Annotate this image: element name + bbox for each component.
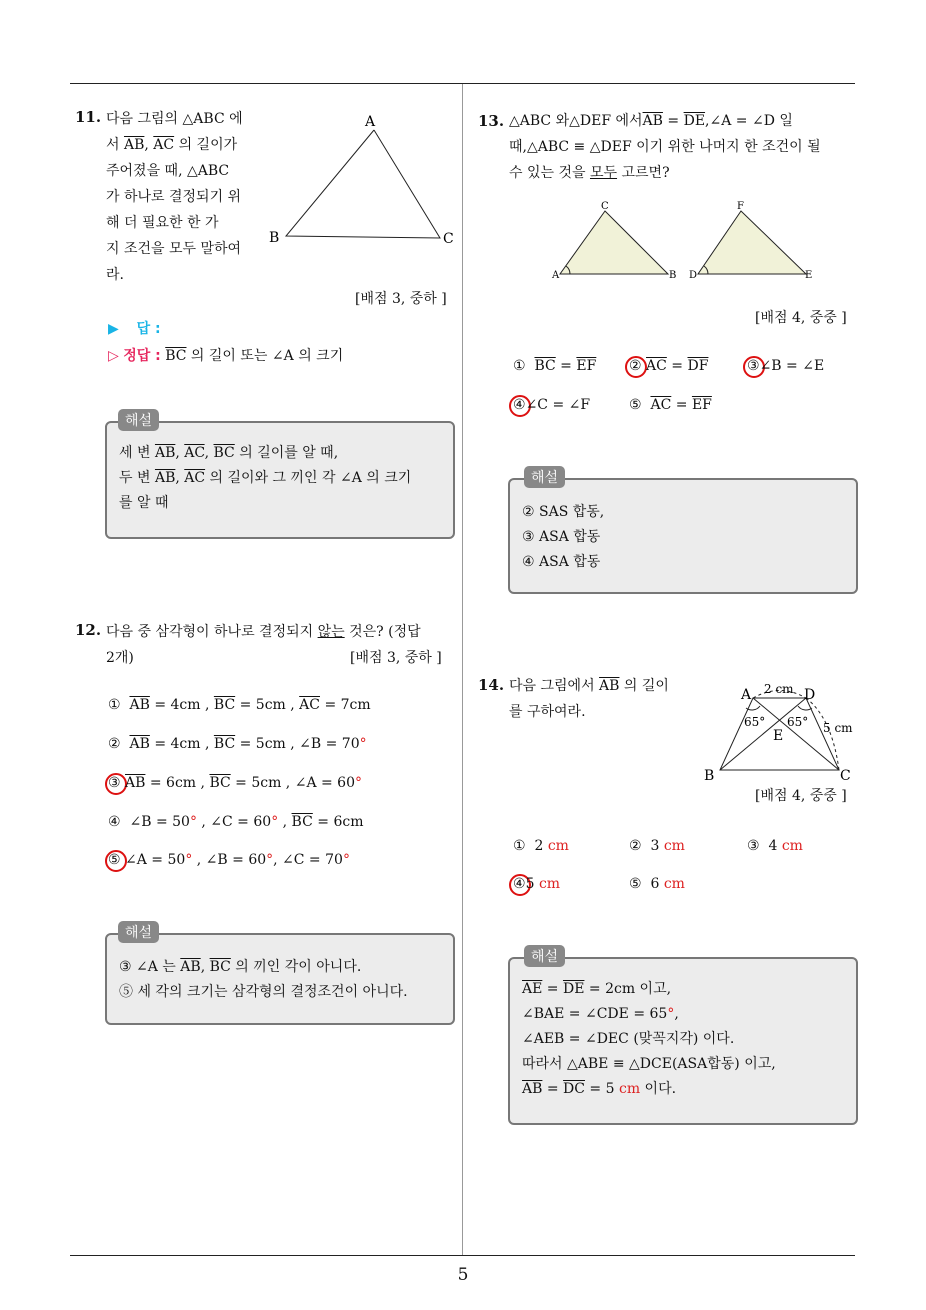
- option-3[interactable]: ③ 4 cm: [747, 838, 803, 854]
- answer-row: ▶ 답 :: [108, 321, 161, 337]
- svg-text:A: A: [741, 687, 752, 703]
- option-2[interactable]: ② $\overline{AB} = 4cm$ , $\overline{BC} = 5cm$ , ∠B = 70°: [108, 736, 367, 752]
- option-4[interactable]: ④ ∠B = 50° , ∠C = 60° , $\overline{BC} = 6cm$: [108, 814, 364, 830]
- svg-text:D: D: [804, 687, 816, 703]
- svg-text:C: C: [840, 768, 851, 784]
- explanation-box: $\overline{AE} = \overline{DE} = 2cm$ 이고, ∠BAE = ∠CDE = 65°, ∠AEB = ∠DEC (맞꼭지각) 이다. 따라서 △ABE ≡ △DCE(ASA합동) 이고, $\overline{AB} = \overline{DC} = 5$ cm 이다.: [508, 957, 858, 1125]
- option-1[interactable]: ① $\overline{BC} = \overline{EF}$: [513, 358, 597, 374]
- option-5[interactable]: ⑤ ∠A = 50° , ∠B = 60°, ∠C = 70°: [108, 852, 350, 868]
- explanation-tag: 해설: [118, 921, 159, 943]
- option-1[interactable]: ① 2 cm: [513, 838, 569, 854]
- svg-text:F: F: [737, 201, 744, 212]
- svg-text:D: D: [689, 270, 698, 281]
- page-number: 5: [457, 1265, 469, 1285]
- label-b: B: [269, 230, 280, 246]
- option-3[interactable]: ③∠B = ∠E: [747, 358, 825, 374]
- svg-text:5 cm: 5 cm: [823, 721, 853, 735]
- option-3[interactable]: ③ $\overline{AB} = 6cm$ , $\overline{BC} = 5cm$ , ∠A = 60°: [108, 775, 362, 791]
- question-text: 다음 그림에서 $\overline{AB}$ 의 길이 를 구하여라.: [509, 678, 669, 720]
- explanation-box: ③ ∠A 는 $\overline{AB}$, $\overline{BC}$ 의 끼인 각이 아니다. ⑤ 세 각의 크기는 삼각형의 결정조건이 아니다.: [105, 933, 455, 1025]
- svg-text:2 cm: 2 cm: [764, 682, 794, 696]
- score: [배점 3, 중하 ]: [350, 650, 442, 666]
- option-1[interactable]: ① $\overline{AB} = 4cm$ , $\overline{BC} = 5cm$ , $\overline{AC} = 7cm$: [108, 697, 371, 713]
- column-divider: [462, 84, 463, 1255]
- svg-text:65°: 65°: [744, 715, 766, 729]
- option-5[interactable]: ⑤ $\overline{AC} = \overline{EF}$: [629, 397, 712, 413]
- trapezoid-figure: [700, 678, 860, 788]
- svg-text:65°: 65°: [787, 715, 809, 729]
- svg-text:E: E: [773, 728, 784, 744]
- explanation-tag: 해설: [524, 945, 565, 967]
- explanation-tag: 해설: [118, 409, 159, 431]
- question-text: 다음 그림의 △ABC 에 서 $\overline{AB}$, $\overline{AC}$ 의 길이가 주어졌을 때, △ABC 가 하나로 결정되기 위 해 더 필요한 한 가 지 조건을 모두 말하여 라.: [106, 111, 243, 283]
- option-5[interactable]: ⑤ 6 cm: [629, 876, 685, 892]
- triangle-pointer-icon: ▷: [108, 348, 119, 364]
- score: [배점 4, 중중 ]: [755, 788, 847, 804]
- option-2[interactable]: ② 3 cm: [629, 838, 685, 854]
- question-number: 13.: [478, 112, 505, 130]
- option-2[interactable]: ② $\overline{AC} = \overline{DF}$: [629, 358, 709, 374]
- question-text: 다음 중 삼각형이 하나로 결정되지 않는 것은? (정답 2개): [106, 624, 421, 666]
- explanation-box: 세 변 $\overline{AB}$, $\overline{AC}$, $\overline{BC}$ 의 길이를 알 때, 두 변 $\overline{AB}$, $\overline{AC}$ 의 길이와 그 끼인 각 ∠A 의 크기 를 알 때: [105, 421, 455, 539]
- label-c: C: [443, 231, 454, 247]
- explanation-tag: 해설: [524, 466, 565, 488]
- svg-text:B: B: [669, 270, 677, 281]
- question-number: 11.: [75, 108, 102, 126]
- question-number: 12.: [75, 621, 102, 639]
- option-4[interactable]: ④5 cm: [513, 876, 561, 892]
- label-a: A: [365, 114, 376, 130]
- triangle-figure: [262, 110, 462, 250]
- svg-text:B: B: [704, 768, 715, 784]
- svg-text:A: A: [552, 270, 560, 281]
- correct-answer-row: ▷ 정답 : $\overline{BC}$ 의 길이 또는 ∠A 의 크기: [108, 348, 344, 364]
- bottom-rule: [70, 1255, 855, 1256]
- option-4[interactable]: ④∠C = ∠F: [513, 397, 591, 413]
- score: [배점 3, 중하 ]: [355, 291, 447, 307]
- question-number: 14.: [478, 676, 505, 694]
- two-triangles-figure: [548, 196, 818, 286]
- svg-text:E: E: [805, 270, 813, 281]
- svg-text:C: C: [601, 201, 609, 212]
- score: [배점 4, 중중 ]: [755, 310, 847, 326]
- explanation-box: ② SAS 합동, ③ ASA 합동 ④ ASA 합동: [508, 478, 858, 594]
- play-icon: ▶: [108, 321, 119, 337]
- question-text: △ABC 와△DEF 에서$\overline{AB}$ = $\overline{DE},\angle A$ = ∠D 일 때,△ABC ≡ △DEF 이기 위한 나머지 한 조건이 될 수 있는 것을 모두 고르면?: [509, 113, 821, 181]
